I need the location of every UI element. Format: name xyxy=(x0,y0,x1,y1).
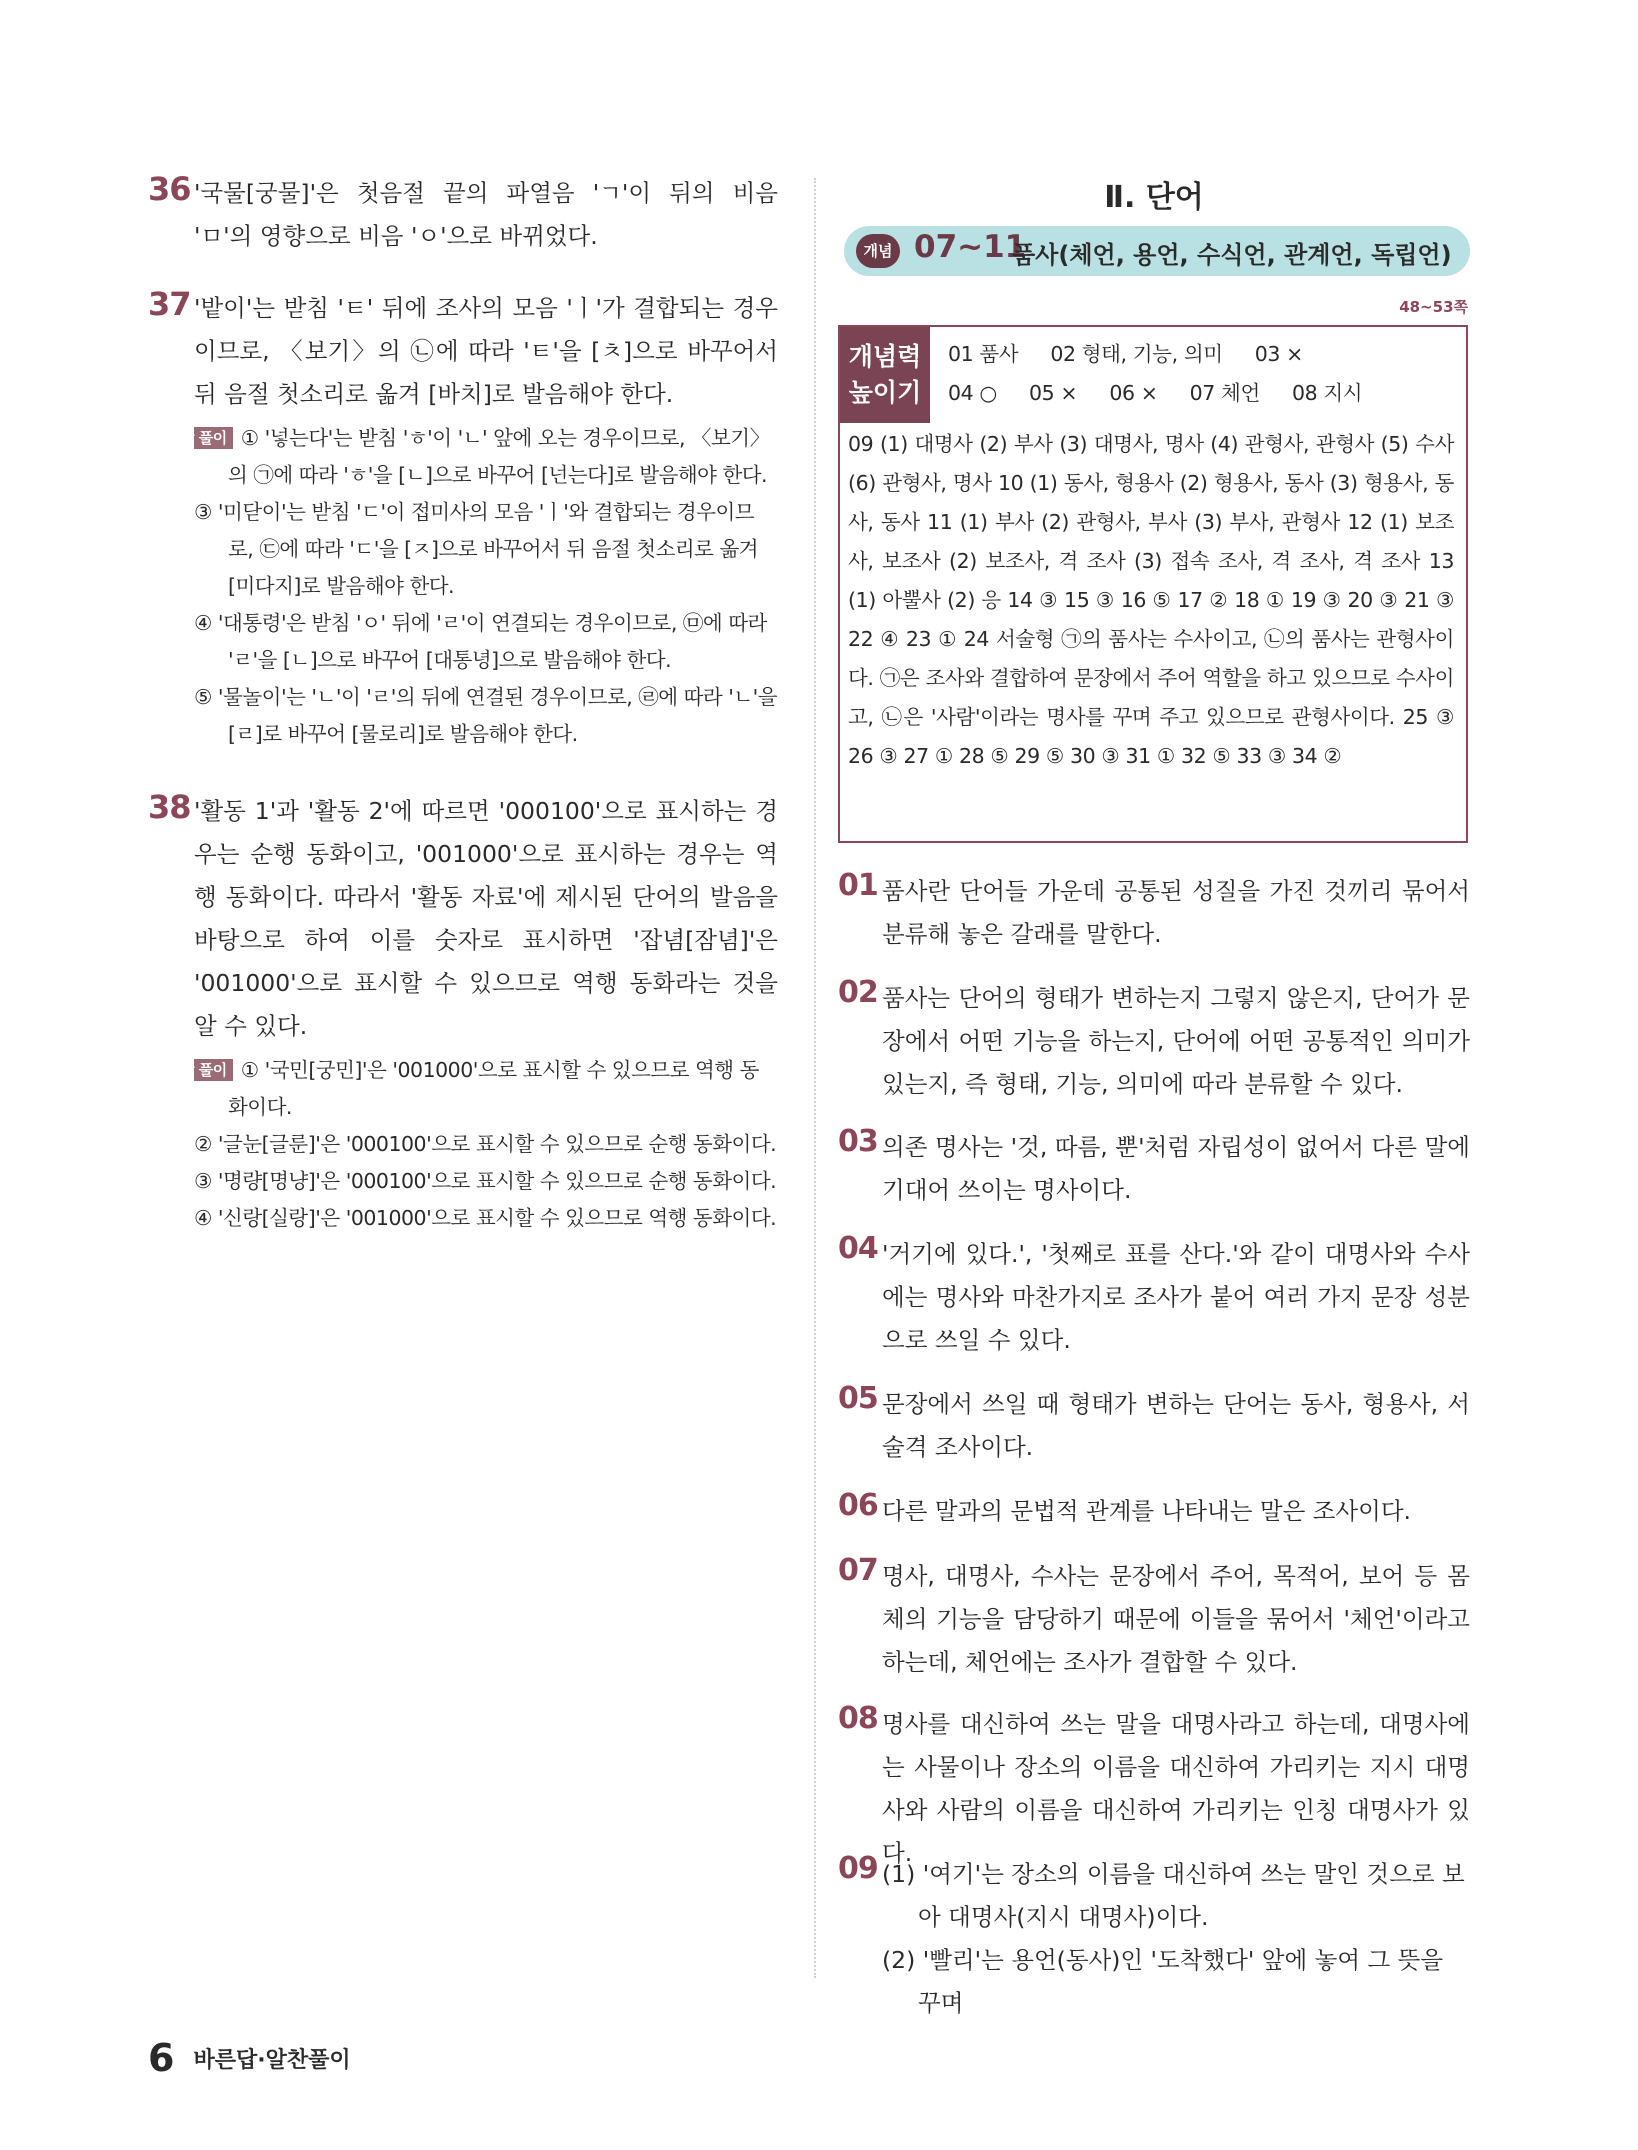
box-answers-text: 09 (1) 대명사 (2) 부사 (3) 대명사, 명사 (4) 관형사, 관형사 (5) 수사 (6) 관형사, 명사 10 (1) 동사, 형용사 (2) 형용사, 동사 (3) 형용사, 동사, 동사 11 (1) 부사 (2) 관형사, 부사 (3) 부사, 관형사 12 (1) 보조사, 보조사 (2) 보조사, 격 조사 (3) 접속 조사, 격 조사, 격 조사 13 (1) 아뿔사 (2) 응 14 ③ 15 ③ 16 ⑤ 17 ② 18 ① 19 ③ 20 ③ 21 ③ 22 ④ 23 ① 24 서술형 ㉠의 품사는 수사이고, ㉡의 품사는 관형사이다. ㉠은 조사와 결합하여 문장에서 주어 역할을 하고 있으므로 수사이고, ㉡은 '사람'이라는 명사를 꾸며 주고 있으므로 관형사이다. 25 ③ 26 ③ 27 ① 28 ⑤ 29 ⑤ 30 ③ 31 ① 32 ⑤ 33 ③ 34 ② xyxy=(848,432,1454,768)
box-row xyxy=(948,374,1448,413)
answer-03 xyxy=(838,1126,1470,1212)
note-item: ④ '신랑[실랑]'은 '001000'으로 표시할 수 있으므로 역행 동화이다. xyxy=(194,1206,777,1230)
concept-answer-box xyxy=(838,325,1468,843)
answer-text: 다른 말과의 문법적 관계를 나타내는 말은 조사이다. xyxy=(882,1497,1412,1525)
answer-02 xyxy=(838,977,1470,1106)
section-title: Ⅱ. 단어 xyxy=(1104,180,1204,215)
question-36 xyxy=(148,172,778,258)
wrong-answer-badge: 오답 풀이 xyxy=(194,1059,233,1081)
question-number: 38 xyxy=(148,788,191,826)
question-text: '밭이'는 받침 'ㅌ' 뒤에 조사의 모음 'ㅣ'가 결합되는 경우이므로, 〈보기〉의 ㉡에 따라 'ㅌ'을 [ㅊ]으로 바꾸어서 뒤 음절 첫소리로 옮겨 [바치]로 발음해야 한다. xyxy=(194,294,778,408)
answer-text: 명사, 대명사, 수사는 문장에서 주어, 목적어, 보어 등 몸체의 기능을 담당하기 때문에 이들을 묶어서 '체언'이라고 하는데, 체언에는 조사가 결합할 수 있다. xyxy=(882,1562,1470,1676)
answer-text: 명사를 대신하여 쓰는 말을 대명사라고 하는데, 대명사에는 사물이나 장소의 이름을 대신하여 가리키는 지시 대명사와 사람의 이름을 대신하여 가리키는 인칭 대명사가 있다. xyxy=(882,1710,1470,1867)
answer-subitem: (2) '빨리'는 용언(동사)인 '도착했다' 앞에 놓여 그 뜻을 꾸며 xyxy=(882,1946,1444,2017)
question-38 xyxy=(148,790,778,1237)
question-number: 37 xyxy=(148,285,191,323)
answer-item: 05 × xyxy=(1029,381,1078,405)
note-item: ④ '대통령'은 받침 'ㅇ' 뒤에 'ㄹ'이 연결되는 경우이므로, ㉤에 따라 'ㄹ'을 [ㄴ]으로 바꾸어 [대통녕]으로 발음해야 한다. xyxy=(194,611,767,672)
answer-item: 07 체언 xyxy=(1189,381,1260,405)
page-footer xyxy=(148,2036,351,2080)
answer-number: 09 xyxy=(838,1851,878,1886)
question-text: '활동 1'과 '활동 2'에 따르면 '000100'으로 표시하는 경우는 순행 동화이고, '001000'으로 표시하는 경우는 역행 동화이다. 따라서 '활동 자료'에 제시된 단어의 발음을 바탕으로 하여 이를 숫자로 표시하면 '잡념[잠념]'은 '001000'으로 표시할 수 있으므로 역행 동화라는 것을 알 수 있다. xyxy=(194,797,778,1040)
answer-05 xyxy=(838,1383,1470,1469)
box-row xyxy=(948,335,1448,374)
answer-item: 02 형태, 기능, 의미 xyxy=(1050,342,1223,366)
question-number: 36 xyxy=(148,170,191,208)
answer-item: 08 지시 xyxy=(1291,381,1363,405)
answer-number: 04 xyxy=(838,1231,878,1266)
page-number: 6 xyxy=(148,2036,175,2080)
answer-text: 품사란 단어들 가운데 공통된 성질을 가진 것끼리 묶어서 분류해 놓은 갈래를 말한다. xyxy=(882,877,1470,948)
answer-09 xyxy=(838,1853,1470,2025)
answer-06 xyxy=(838,1490,1470,1533)
concept-range: 07~11 xyxy=(914,229,1027,265)
answer-item: 04 ○ xyxy=(948,381,997,405)
question-text: '국물[궁물]'은 첫음절 끝의 파열음 'ㄱ'이 뒤의 비음 'ㅁ'의 영향으로 비음 'ㅇ'으로 바뀌었다. xyxy=(194,179,778,250)
book-label: 바른답·알찬풀이 xyxy=(193,2047,351,2073)
answer-04 xyxy=(838,1233,1470,1362)
answer-item: 03 × xyxy=(1254,342,1303,366)
column-divider xyxy=(814,178,816,1978)
answer-number: 05 xyxy=(838,1381,878,1416)
answer-text: '거기에 있다.', '첫째로 표를 산다.'와 같이 대명사와 수사에는 명사와 마찬가지로 조사가 붙어 여러 가지 문장 성분으로 쓰일 수 있다. xyxy=(882,1240,1470,1354)
answer-number: 07 xyxy=(838,1553,878,1588)
answer-07 xyxy=(838,1555,1470,1684)
concept-title: 품사(체언, 용언, 수식언, 관계언, 독립언) xyxy=(1012,241,1452,269)
answer-item: 06 × xyxy=(1109,381,1158,405)
note-item: ① '넣는다'는 받침 'ㅎ'이 'ㄴ' 앞에 오는 경우이므로, 〈보기〉의 ㉠에 따라 'ㅎ'을 [ㄴ]으로 바꾸어 [넌는다]로 발음해야 한다. xyxy=(228,426,770,487)
answer-number: 02 xyxy=(838,975,878,1010)
answer-subitems xyxy=(882,1853,1470,2025)
wrong-answer-notes xyxy=(166,1052,778,1237)
wrong-answer-badge: 오답 풀이 xyxy=(194,427,233,449)
note-item: ③ '미닫이'는 받침 'ㄷ'이 접미사의 모음 'ㅣ'와 결합되는 경우이므로, ㉢에 따라 'ㄷ'을 [ㅈ]으로 바꾸어서 뒤 음절 첫소리로 옮겨 [미다지]로 발음해야 한다. xyxy=(194,500,759,598)
answer-number: 08 xyxy=(838,1701,878,1736)
answer-item: 01 품사 xyxy=(948,342,1019,366)
box-heading: 개념력 높이기 xyxy=(840,327,930,423)
concept-header xyxy=(844,226,1470,276)
answer-number: 01 xyxy=(838,868,878,903)
answer-text: 품사는 단어의 형태가 변하는지 그렇지 않은지, 단어가 문장에서 어떤 기능을 하는지, 단어에 어떤 공통적인 의미가 있는지, 즉 형태, 기능, 의미에 따라 분류할 수 있다. xyxy=(882,984,1470,1098)
note-item: ② '글눈[글룬]'은 '000100'으로 표시할 수 있으므로 순행 동화이다. xyxy=(194,1132,777,1156)
answer-number: 06 xyxy=(838,1488,878,1523)
wrong-answer-notes xyxy=(166,420,778,753)
answer-number: 03 xyxy=(838,1124,878,1159)
question-37 xyxy=(148,287,778,753)
note-item: ① '국민[궁민]'은 '001000'으로 표시할 수 있으므로 역행 동화이다. xyxy=(228,1058,759,1119)
page-range: 48~53쪽 xyxy=(1399,298,1468,316)
answer-text: 의존 명사는 '것, 따름, 뿐'처럼 자립성이 없어서 다른 말에 기대어 쓰이는 명사이다. xyxy=(882,1133,1470,1204)
answer-text: 문장에서 쓰일 때 형태가 변하는 단어는 동사, 형용사, 서술격 조사이다. xyxy=(882,1390,1470,1461)
answer-08 xyxy=(838,1703,1470,1875)
answer-subitem: (1) '여기'는 장소의 이름을 대신하여 쓰는 말인 것으로 보아 대명사(지시 대명사)이다. xyxy=(882,1860,1465,1931)
concept-badge: 개념 xyxy=(856,234,900,268)
note-item: ⑤ '물놀이'는 'ㄴ'이 'ㄹ'의 뒤에 연결된 경우이므로, ㉣에 따라 'ㄴ'을 [ㄹ]로 바꾸어 [물로리]로 발음해야 한다. xyxy=(194,685,778,746)
note-item: ③ '명량[명냥]'은 '000100'으로 표시할 수 있으므로 순행 동화이다. xyxy=(194,1169,777,1193)
answer-01 xyxy=(838,870,1470,956)
